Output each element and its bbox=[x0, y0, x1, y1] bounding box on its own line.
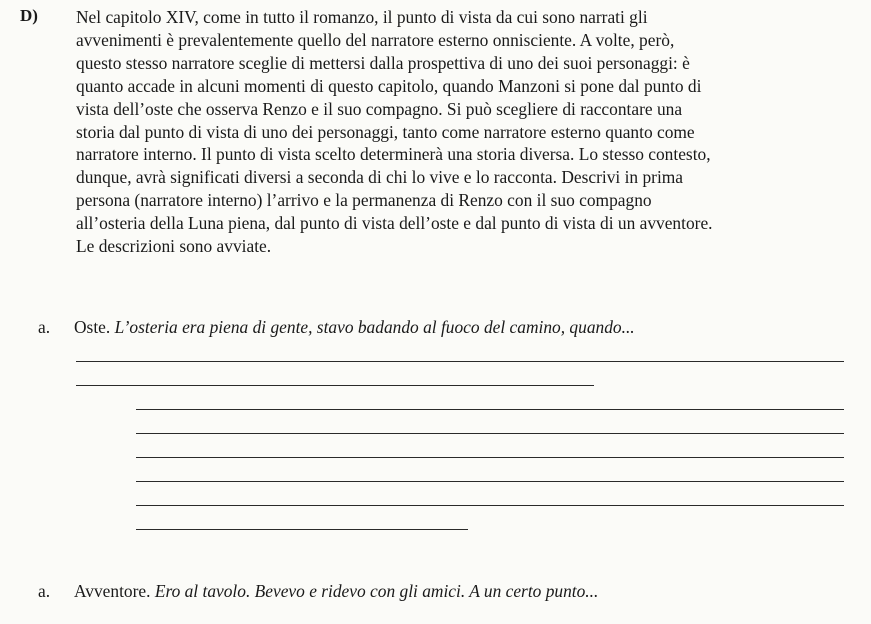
item-prompt: Ero al tavolo. Bevevo e ridevo con gli amici. A un certo punto... bbox=[154, 581, 599, 601]
answer-line[interactable] bbox=[136, 457, 844, 458]
item-marker: a. bbox=[38, 317, 51, 337]
item-speaker: Oste. bbox=[74, 317, 111, 337]
instruction-line: persona (narratore interno) l’arrivo e la permanenza di Renzo con il suo compagno bbox=[76, 190, 652, 211]
exercise-label: D) bbox=[20, 6, 38, 25]
instruction-line: Nel capitolo XIV, come in tutto il romanzo, il punto di vista da cui sono narrati gli bbox=[76, 7, 648, 27]
item-speaker: Avventore. bbox=[74, 581, 151, 601]
item-marker: a. bbox=[38, 581, 51, 601]
answer-line[interactable] bbox=[136, 433, 844, 434]
instruction-line: Le descrizioni sono avviate. bbox=[76, 236, 272, 257]
instruction-line: vista dell’oste che osserva Renzo e il suo compagno. Si può scegliere di raccontare una bbox=[76, 98, 683, 119]
instruction-line: narratore interno. Il punto di vista scelto determinerà una storia diversa. Lo stesso contesto, bbox=[76, 144, 711, 165]
item-oste bbox=[38, 317, 635, 338]
instruction-line: storia dal punto di vista di uno dei personaggi, tanto come narratore esterno quanto come bbox=[76, 121, 695, 142]
item-prompt: L’osteria era piena di gente, stavo badando al fuoco del camino, quando... bbox=[114, 317, 635, 337]
answer-line[interactable] bbox=[76, 361, 844, 362]
instruction-line: questo stesso narratore sceglie di mettersi dalla prospettiva di uno dei suoi personaggi: è bbox=[76, 52, 690, 73]
instruction-line: avvenimenti è prevalentemente quello del narratore esterno onnisciente. A volte, però, bbox=[76, 29, 675, 50]
exercise-instructions bbox=[76, 6, 856, 258]
answer-line[interactable] bbox=[136, 505, 844, 506]
item-avventore bbox=[38, 581, 598, 602]
instruction-line: quanto accade in alcuni momenti di questo capitolo, quando Manzoni si pone dal punto di bbox=[76, 75, 702, 96]
answer-line[interactable] bbox=[136, 481, 844, 482]
answer-line[interactable] bbox=[136, 529, 468, 530]
answer-line[interactable] bbox=[136, 409, 844, 410]
answer-line[interactable] bbox=[76, 385, 594, 386]
instruction-line: all’osteria della Luna piena, dal punto di vista dell’oste e dal punto di vista di un avventore. bbox=[76, 213, 713, 234]
instruction-line: dunque, avrà significati diversi a seconda di chi lo vive e lo racconta. Descrivi in prima bbox=[76, 167, 684, 188]
